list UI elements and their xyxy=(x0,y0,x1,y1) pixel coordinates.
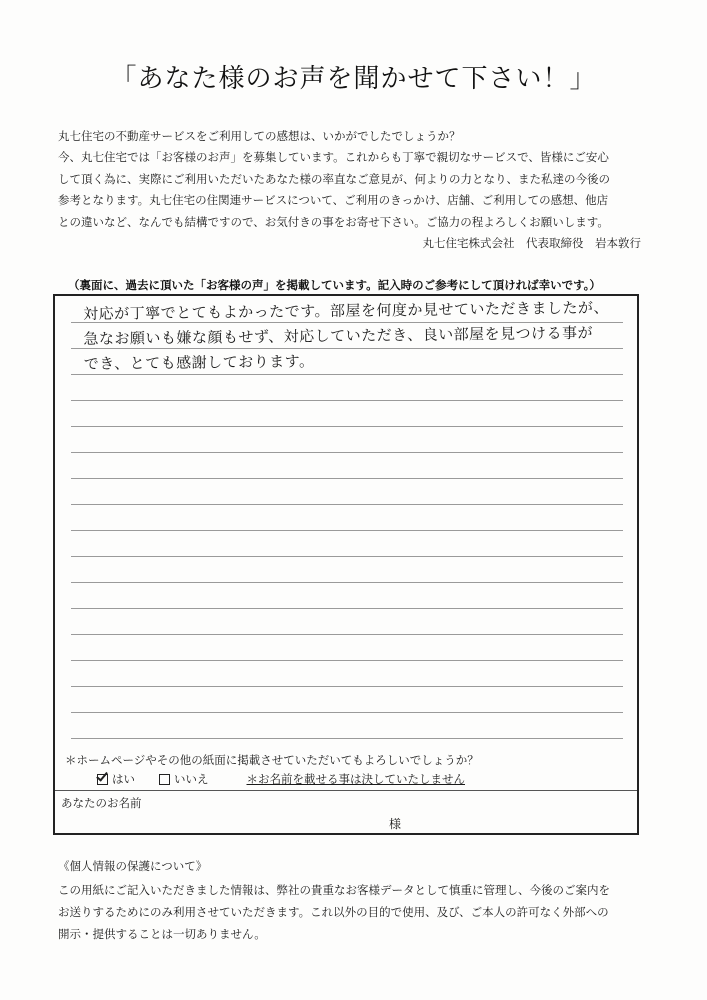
handwritten-comment xyxy=(83,295,624,377)
comment-line: 対応が丁寧でとてもよかったです。部屋を何度か見せていただきましたが、 xyxy=(83,298,610,323)
privacy-line: この用紙にご記入いただきました情報は、弊社の貴重なお客様データとして慎重に管理し、今後のご案内を xyxy=(58,883,610,897)
ruled-line xyxy=(71,530,623,531)
intro-line: 参考となります。丸七住宅の住関連サービスについて、ご利用のきっかけ、店舗、ご利用しての感想、他店 xyxy=(58,193,609,208)
comment-line: でき、とても感謝しております。 xyxy=(83,352,315,373)
privacy-section xyxy=(58,855,678,945)
name-divider xyxy=(55,790,637,791)
yes-checkbox[interactable] xyxy=(97,774,108,785)
ruled-line xyxy=(71,608,623,609)
ruled-line xyxy=(71,426,623,427)
no-checkbox[interactable] xyxy=(159,774,170,785)
intro-line: 丸七住宅の不動産サービスをご利用しての感想は、いかがでしたでしょうか？ xyxy=(58,129,461,143)
no-label: いいえ xyxy=(174,772,209,786)
page-title: 「あなた様のお声を聞かせて下さい！」 xyxy=(110,64,597,94)
privacy-line: 開示・提供することは一切ありません。 xyxy=(58,927,266,941)
reference-note: （裏面に、過去に頂いた「お客様の声」を掲載しています。記入時のご参考にして頂ければ幸いです。） xyxy=(68,278,601,292)
option-no[interactable] xyxy=(159,771,209,787)
privacy-heading: 《個人情報の保護について》 xyxy=(58,859,208,873)
publish-options xyxy=(97,771,465,787)
name-label: あなたのお名前 xyxy=(61,796,142,810)
ruled-line xyxy=(71,712,623,713)
name-privacy-promise: ＊お名前を載せる事は決していたしません xyxy=(246,772,465,786)
intro-line: との違いなど、なんでも結構ですので、お気付きの事をお寄せ下さい。ご協力の程よろしくお願いします。 xyxy=(58,214,609,229)
yes-label: はい xyxy=(112,772,135,786)
ruled-line xyxy=(71,660,623,661)
option-yes[interactable] xyxy=(97,771,135,787)
name-honorific: 様 xyxy=(389,817,402,831)
intro-text xyxy=(58,126,658,233)
ruled-line xyxy=(71,634,623,635)
ruled-line xyxy=(71,504,623,505)
intro-line: して頂く為に、実際にご利用いただいたあなた様の率直なご意見が、何よりの力となり、また私達の今後の xyxy=(58,171,610,186)
feedback-form-box xyxy=(53,294,639,835)
ruled-line xyxy=(71,738,623,739)
comment-line: 急なお願いも嫌な顔もせず、対応していただき、良い部屋を見つける事が xyxy=(83,323,594,348)
ruled-line xyxy=(71,400,623,401)
ruled-line xyxy=(71,582,623,583)
ruled-line xyxy=(71,478,623,479)
ruled-line xyxy=(71,452,623,453)
company-signature: 丸七住宅株式会社 代表取締役 岩本敦行 xyxy=(422,236,641,250)
privacy-line: お送りするためにのみ利用させていただきます。これ以外の目的で使用、及び、ご本人の許可なく外部への xyxy=(58,905,609,919)
intro-line: 今、丸七住宅では「お客様のお声」を募集しています。これからも丁寧で親切なサービスで、皆様にご安心 xyxy=(58,150,609,165)
ruled-line xyxy=(71,556,623,557)
ruled-line xyxy=(71,686,623,687)
publish-question: ＊ホームページやその他の紙面に掲載させていただいてもよろしいでしょうか？ xyxy=(65,753,479,767)
